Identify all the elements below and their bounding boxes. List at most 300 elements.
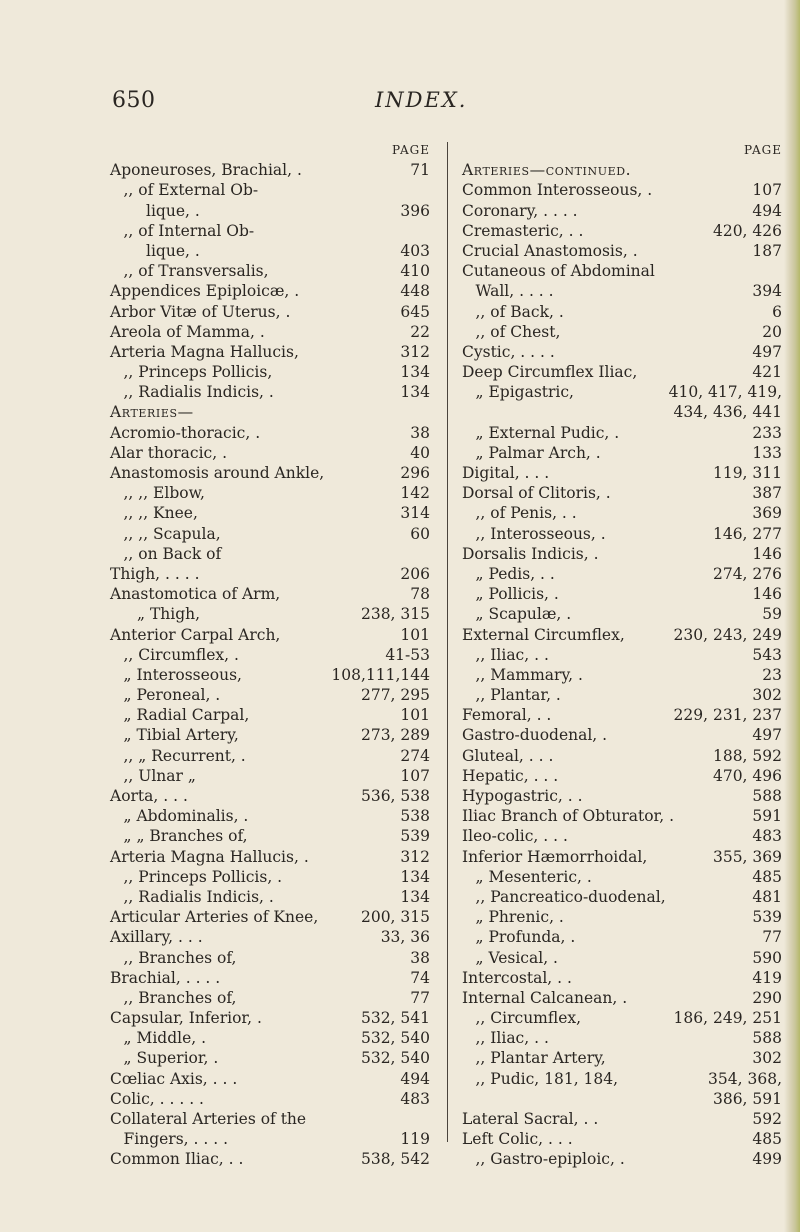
entry-term: Lateral Sacral, . .	[462, 1110, 599, 1128]
entry-page-ref: 354, 368,	[708, 1069, 782, 1088]
entry-term: Arteria Magna Hallucis,	[110, 342, 299, 361]
index-entry	[462, 948, 782, 968]
entry-term: „ Mesenteric, .	[475, 867, 592, 886]
entry-page-ref: 200, 315	[360, 908, 430, 927]
entry-term: Ileo-colic, . . .	[462, 827, 568, 846]
entry-term: Cremasteric, . .	[462, 221, 584, 240]
entry-page-ref: 38	[410, 948, 430, 967]
entry-page-ref: 134	[400, 363, 430, 382]
index-entry	[462, 201, 782, 221]
index-entry	[462, 524, 782, 544]
entry-page-ref: 592	[752, 1110, 782, 1128]
entry-term: Thigh, . . . .	[110, 564, 200, 583]
entry-page-ref: 539	[400, 827, 430, 846]
entry-page-ref: 60	[410, 524, 430, 543]
index-entry	[110, 483, 430, 503]
index-entry	[462, 564, 782, 584]
entry-term: ,, „ Recurrent, .	[123, 746, 246, 765]
page-edge	[784, 0, 800, 1232]
entry-term: Crucial Anastomosis, .	[462, 241, 638, 260]
index-entry	[462, 887, 782, 907]
entry-page-ref: 497	[752, 342, 782, 361]
index-entry	[462, 968, 782, 988]
entry-term: Dorsalis Indicis, .	[462, 544, 599, 563]
entry-page-ref: 590	[752, 948, 782, 967]
index-entry	[462, 907, 782, 927]
entry-page-ref: 396	[400, 201, 430, 220]
entry-page-ref: 410, 417, 419,	[668, 383, 782, 402]
index-entry	[110, 201, 430, 221]
entry-term: „ Profunda, .	[475, 928, 576, 947]
entry-term: Fingers, . . . .	[123, 1130, 228, 1149]
entry-page-ref: 77	[762, 928, 782, 947]
index-entry	[110, 241, 430, 261]
index-entry	[462, 705, 782, 725]
entry-page-ref: 588	[752, 787, 782, 805]
entry-page-ref: 290	[752, 988, 782, 1007]
entry-term: ,, Plantar, .	[475, 686, 561, 705]
entry-term: „ External Pudic, .	[475, 423, 620, 442]
index-entry	[110, 423, 430, 443]
entry-page-ref: 420, 426	[712, 221, 782, 240]
entry-term: ,, ,, Scapula,	[123, 524, 221, 543]
index-entry	[462, 867, 782, 887]
entry-term: ,, Mammary, .	[475, 665, 583, 684]
entry-page-ref: 238, 315	[360, 605, 430, 624]
index-entry	[110, 988, 430, 1008]
entry-page-ref: 494	[752, 201, 782, 220]
index-entry	[462, 1109, 782, 1129]
entry-term: Acromio-thoracic, .	[110, 423, 261, 442]
entry-page-ref: 101	[400, 625, 430, 644]
index-entry	[110, 806, 430, 826]
entry-page-ref: 421	[752, 363, 782, 382]
entry-term: „ Phrenic, .	[475, 908, 564, 927]
entry-term: Intercostal, . .	[462, 968, 572, 987]
index-entry	[462, 1069, 782, 1089]
index-entry	[110, 1089, 430, 1109]
index-entry	[110, 1109, 430, 1129]
entry-term: Anastomosis around Ankle,	[110, 464, 325, 482]
entry-page-ref: 187	[752, 241, 782, 260]
index-entry	[462, 180, 782, 200]
index-entry	[110, 1129, 430, 1149]
entry-term: Arteria Magna Hallucis, .	[110, 847, 309, 866]
index-entry	[462, 725, 782, 745]
entry-page-ref: 485	[752, 867, 782, 886]
index-entry	[462, 322, 782, 342]
entry-page-ref: 119	[400, 1130, 430, 1149]
entry-term: ,, Circumflex, .	[123, 645, 239, 664]
entry-term: Anterior Carpal Arch,	[110, 625, 281, 644]
entry-page-ref: 38	[410, 423, 430, 442]
entry-term: Left Colic, . . .	[462, 1130, 573, 1149]
index-entry	[462, 826, 782, 846]
entry-term: Hypogastric, . .	[462, 787, 583, 805]
index-entry	[462, 544, 782, 564]
entry-page-ref: 274	[400, 746, 430, 765]
entry-page-ref: 206	[400, 564, 430, 583]
index-entry	[462, 806, 782, 826]
entry-page-ref: 539	[752, 908, 782, 927]
entry-page-ref: 119, 311	[712, 464, 782, 482]
entry-term: lique, .	[146, 201, 200, 220]
entry-page-ref: 142	[400, 484, 430, 503]
entry-term: Collateral Arteries of the	[110, 1110, 307, 1128]
index-entry	[110, 221, 430, 241]
page-column-heading: PAGE	[392, 143, 430, 157]
entry-term: ,, Plantar Artery,	[475, 1049, 606, 1068]
entry-term: „ Palmar Arch, .	[475, 443, 601, 462]
entry-term: Appendices Epiploicæ, .	[110, 282, 300, 301]
entry-page-ref: 71	[410, 161, 430, 180]
index-entry	[110, 544, 430, 564]
entry-page-ref: 312	[400, 847, 430, 866]
entry-term: ,, Gastro-epiploic, .	[475, 1150, 625, 1169]
entry-page-ref: 419	[752, 968, 782, 987]
entry-term: ,, Pancreatico-duodenal,	[475, 887, 666, 906]
index-entry	[110, 927, 430, 947]
entry-page-ref: 41-53	[385, 645, 430, 664]
entry-page-ref: 499	[752, 1150, 782, 1169]
entry-page-ref: 645	[400, 302, 430, 321]
entry-term: Areola of Mamma, .	[110, 322, 265, 341]
entry-term: Deep Circumflex Iliac,	[462, 363, 638, 382]
entry-term: Cutaneous of Abdominal	[462, 262, 655, 281]
index-entry	[462, 281, 782, 301]
entry-term: ,, Princeps Pollicis, .	[123, 867, 283, 886]
index-entry	[462, 342, 782, 362]
entry-page-ref: 532, 541	[360, 1009, 430, 1028]
entry-term: Common Iliac, . .	[110, 1150, 244, 1169]
entry-page-ref: 591	[752, 807, 782, 826]
entry-page-ref: 355, 369	[712, 847, 782, 866]
entry-term: „ Superior, .	[123, 1049, 219, 1068]
entry-term: ,, Radialis Indicis, .	[123, 887, 274, 906]
entry-term: Internal Calcanean, .	[462, 988, 628, 1007]
entry-term: Aponeuroses, Brachial, .	[110, 161, 302, 180]
index-entry	[110, 302, 430, 322]
index-entry	[462, 503, 782, 523]
index-entry	[110, 685, 430, 705]
entry-term: Dorsal of Clitoris, .	[462, 484, 611, 503]
index-entry	[462, 847, 782, 867]
entry-page-ref: 133	[752, 443, 782, 462]
entry-page-ref: 273, 289	[360, 726, 430, 745]
index-entry	[462, 382, 782, 402]
index-entry	[110, 725, 430, 745]
index-entry	[462, 1028, 782, 1048]
index-entry	[110, 402, 430, 422]
index-entry	[462, 362, 782, 382]
entry-page-ref: 314	[400, 504, 430, 523]
index-entry	[110, 786, 430, 806]
entry-page-ref: 274, 276	[712, 564, 782, 583]
entry-term: Brachial, . . . .	[110, 968, 221, 987]
index-entry	[110, 443, 430, 463]
index-entry	[110, 625, 430, 645]
index-entry	[110, 584, 430, 604]
index-entry	[462, 665, 782, 685]
entry-page-ref: 107	[752, 181, 782, 200]
entry-page-ref: 448	[400, 282, 430, 301]
entry-page-ref: 134	[400, 887, 430, 906]
index-entry	[462, 1149, 782, 1169]
index-entry	[110, 887, 430, 907]
entry-page-ref: 410	[400, 262, 430, 281]
entry-term: Anastomotica of Arm,	[110, 585, 281, 604]
index-entry	[462, 1129, 782, 1149]
entry-page-ref: 40	[410, 443, 430, 462]
index-entry	[110, 766, 430, 786]
index-entry	[110, 705, 430, 725]
entry-term: Digital, . . .	[462, 464, 550, 482]
entry-page-ref: 146	[752, 544, 782, 563]
entry-page-ref: 403	[400, 241, 430, 260]
entry-page-ref: 6	[772, 302, 782, 321]
entry-term: Arbor Vitæ of Uterus, .	[110, 302, 291, 321]
page-header	[0, 88, 780, 118]
entry-page-ref: 277, 295	[360, 686, 430, 705]
entry-term: Alar thoracic, .	[110, 443, 228, 462]
entry-page-ref: 588	[752, 1029, 782, 1048]
entry-page-ref: 134	[400, 383, 430, 402]
index-entry	[462, 1089, 782, 1109]
entry-term: ,, Interosseous, .	[475, 524, 606, 543]
entry-page-ref: 108,111,144	[331, 665, 430, 684]
left-column	[110, 140, 430, 1170]
entry-page-ref: 485	[752, 1130, 782, 1149]
entry-page-ref: 532, 540	[360, 1029, 430, 1048]
index-entry	[462, 766, 782, 786]
entry-page-ref: 494	[400, 1069, 430, 1088]
entry-page-ref: 536, 538	[360, 787, 430, 805]
index-entry	[462, 1048, 782, 1068]
index-entry	[462, 402, 782, 422]
index-entry	[110, 382, 430, 402]
index-entry	[110, 968, 430, 988]
entry-term: „ Middle, .	[123, 1029, 207, 1048]
index-entry	[110, 322, 430, 342]
entry-page-ref: 481	[752, 887, 782, 906]
index-entry	[110, 1028, 430, 1048]
entry-term: „ Interosseous,	[123, 665, 242, 684]
index-entry	[110, 362, 430, 382]
page-number: 650	[112, 88, 156, 113]
entry-term: Gluteal, . . .	[462, 746, 554, 765]
entry-page-ref: 296	[400, 464, 430, 482]
index-entry	[110, 867, 430, 887]
entry-term: Gastro-duodenal, .	[462, 726, 608, 745]
entry-page-ref: 186, 249, 251	[673, 1009, 782, 1028]
index-entry	[462, 604, 782, 624]
index-entry	[110, 847, 430, 867]
index-entry	[462, 1008, 782, 1028]
entry-page-ref: 77	[410, 988, 430, 1007]
entry-term: ,, Iliac, . .	[475, 645, 549, 664]
entry-term: ,, Iliac, . .	[475, 1029, 549, 1048]
entry-page-ref: 497	[752, 726, 782, 745]
entry-term: Common Interosseous, .	[462, 181, 653, 200]
entry-term: ,, ,, Knee,	[123, 504, 198, 523]
entry-term: Arteries—	[110, 403, 194, 422]
index-entry	[462, 746, 782, 766]
entry-term: Iliac Branch of Obturator, .	[462, 807, 675, 826]
entry-page-ref: 33, 36	[380, 928, 430, 947]
entry-term: „ Pollicis, .	[475, 585, 559, 604]
entry-term: „ Thigh,	[137, 605, 201, 624]
index-entry	[462, 625, 782, 645]
entry-page-ref: 483	[752, 827, 782, 846]
entry-term: Capsular, Inferior, .	[110, 1009, 262, 1028]
index-entry	[110, 180, 430, 200]
entry-term: Femoral, . .	[462, 706, 552, 725]
index-entry	[462, 221, 782, 241]
entry-term: ,, of Back, .	[475, 302, 564, 321]
index-entry	[462, 483, 782, 503]
entry-term: „ Radial Carpal,	[123, 706, 250, 725]
entry-page-ref: 394	[752, 282, 782, 301]
index-entry	[110, 261, 430, 281]
index-entry	[462, 645, 782, 665]
entry-term: ,, Princeps Pollicis,	[123, 363, 273, 382]
entry-term: ,, of Transversalis,	[123, 262, 269, 281]
index-entry	[462, 988, 782, 1008]
index-entry	[462, 786, 782, 806]
entry-page-ref: 20	[762, 322, 782, 341]
entry-term: Articular Arteries of Knee,	[110, 908, 319, 927]
entry-term: Inferior Hæmorrhoidal,	[462, 847, 648, 866]
index-entry	[110, 524, 430, 544]
index-entry	[110, 281, 430, 301]
entry-term: „ Epigastric,	[475, 383, 574, 402]
index-entry	[110, 1008, 430, 1028]
index-entry	[462, 584, 782, 604]
entry-term: Wall, . . . .	[475, 282, 554, 301]
entry-term: ,, Pudic, 181, 184,	[475, 1069, 619, 1088]
entry-page-ref: 386, 591	[712, 1089, 782, 1108]
index-entry	[110, 160, 430, 180]
entry-page-ref: 434, 436, 441	[673, 403, 782, 422]
entry-term: Colic, . . . . .	[110, 1089, 204, 1108]
running-title: INDEX.	[375, 88, 468, 112]
entry-term: ,, of External Ob-	[123, 181, 259, 200]
entry-page-ref: 470, 496	[712, 766, 782, 785]
entry-page-ref: 146	[752, 585, 782, 604]
index-entry	[462, 463, 782, 483]
index-entry	[110, 1069, 430, 1089]
entry-term: Axillary, . . .	[110, 928, 203, 947]
index-entry	[110, 604, 430, 624]
column-divider	[447, 142, 448, 1142]
index-entry	[110, 665, 430, 685]
entry-page-ref: 146, 277	[712, 524, 782, 543]
index-entry	[110, 503, 430, 523]
entry-term: ,, of Internal Ob-	[123, 221, 255, 240]
entry-page-ref: 101	[400, 706, 430, 725]
index-entry	[462, 423, 782, 443]
entry-term: Aorta, . . .	[110, 787, 188, 805]
entry-page-ref: 233	[752, 423, 782, 442]
entry-term: „ Peroneal, .	[123, 686, 221, 705]
entry-term: Coronary, . . . .	[462, 201, 578, 220]
entry-page-ref: 107	[400, 766, 430, 785]
entry-term: „ Tibial Artery,	[123, 726, 239, 745]
entry-page-ref: 59	[762, 605, 782, 624]
index-entry	[462, 241, 782, 261]
index-entry	[110, 1149, 430, 1169]
entry-page-ref: 23	[762, 665, 782, 684]
entry-page-ref: 78	[410, 585, 430, 604]
index-entry	[110, 746, 430, 766]
entry-page-ref: 538	[400, 807, 430, 826]
entry-page-ref: 543	[752, 645, 782, 664]
entry-page-ref: 74	[410, 968, 430, 987]
entry-term: External Circumflex,	[462, 625, 625, 644]
entry-term: ,, Branches of,	[123, 948, 237, 967]
index-entry	[462, 261, 782, 281]
index-entry	[110, 342, 430, 362]
entry-page-ref: 229, 231, 237	[673, 706, 782, 725]
page-column-heading: PAGE	[744, 143, 782, 157]
entry-term: ,, on Back of	[123, 544, 222, 563]
entry-term: ,, of Penis, . .	[475, 504, 577, 523]
index-entry	[110, 564, 430, 584]
entry-page-ref: 369	[752, 504, 782, 523]
entry-page-ref: 188, 592	[712, 746, 782, 765]
entry-page-ref: 302	[752, 1049, 782, 1068]
index-entry	[110, 826, 430, 846]
entry-page-ref: 387	[752, 484, 782, 503]
entry-term: Cystic, . . . .	[462, 342, 555, 361]
index-entry	[110, 948, 430, 968]
entry-term: ,, ,, Elbow,	[123, 484, 205, 503]
index-entry	[462, 302, 782, 322]
entry-term: „ Scapulæ, .	[475, 605, 572, 624]
entry-term: „ Vesical, .	[475, 948, 558, 967]
entry-term: ,, Circumflex,	[475, 1009, 582, 1028]
entry-page-ref: 532, 540	[360, 1049, 430, 1068]
entry-term: Arteries—continued.	[462, 161, 632, 180]
entry-page-ref: 22	[410, 322, 430, 341]
right-column	[462, 140, 782, 1170]
entry-term: ,, Ulnar „	[123, 766, 196, 785]
index-entry	[462, 685, 782, 705]
entry-term: lique, .	[146, 241, 200, 260]
entry-term: Cœliac Axis, . . .	[110, 1069, 238, 1088]
entry-page-ref: 230, 243, 249	[673, 625, 782, 644]
entry-term: „ „ Branches of,	[123, 827, 248, 846]
index-entry	[110, 463, 430, 483]
entry-term: ,, Radialis Indicis, .	[123, 383, 274, 402]
entry-page-ref: 302	[752, 686, 782, 705]
index-entry	[110, 645, 430, 665]
index-entry	[462, 160, 782, 180]
entry-term: Hepatic, . . .	[462, 766, 559, 785]
entry-page-ref: 312	[400, 342, 430, 361]
index-entry	[462, 443, 782, 463]
index-entry	[110, 1048, 430, 1068]
index-entry	[110, 907, 430, 927]
entry-term: ,, of Chest,	[475, 322, 561, 341]
entry-term: „ Pedis, . .	[475, 564, 555, 583]
index-entry	[462, 927, 782, 947]
entry-term: ,, Branches of,	[123, 988, 237, 1007]
entry-page-ref: 538, 542	[360, 1150, 430, 1169]
entry-page-ref: 483	[400, 1089, 430, 1108]
entry-term: „ Abdominalis, .	[123, 807, 249, 826]
entry-page-ref: 134	[400, 867, 430, 886]
